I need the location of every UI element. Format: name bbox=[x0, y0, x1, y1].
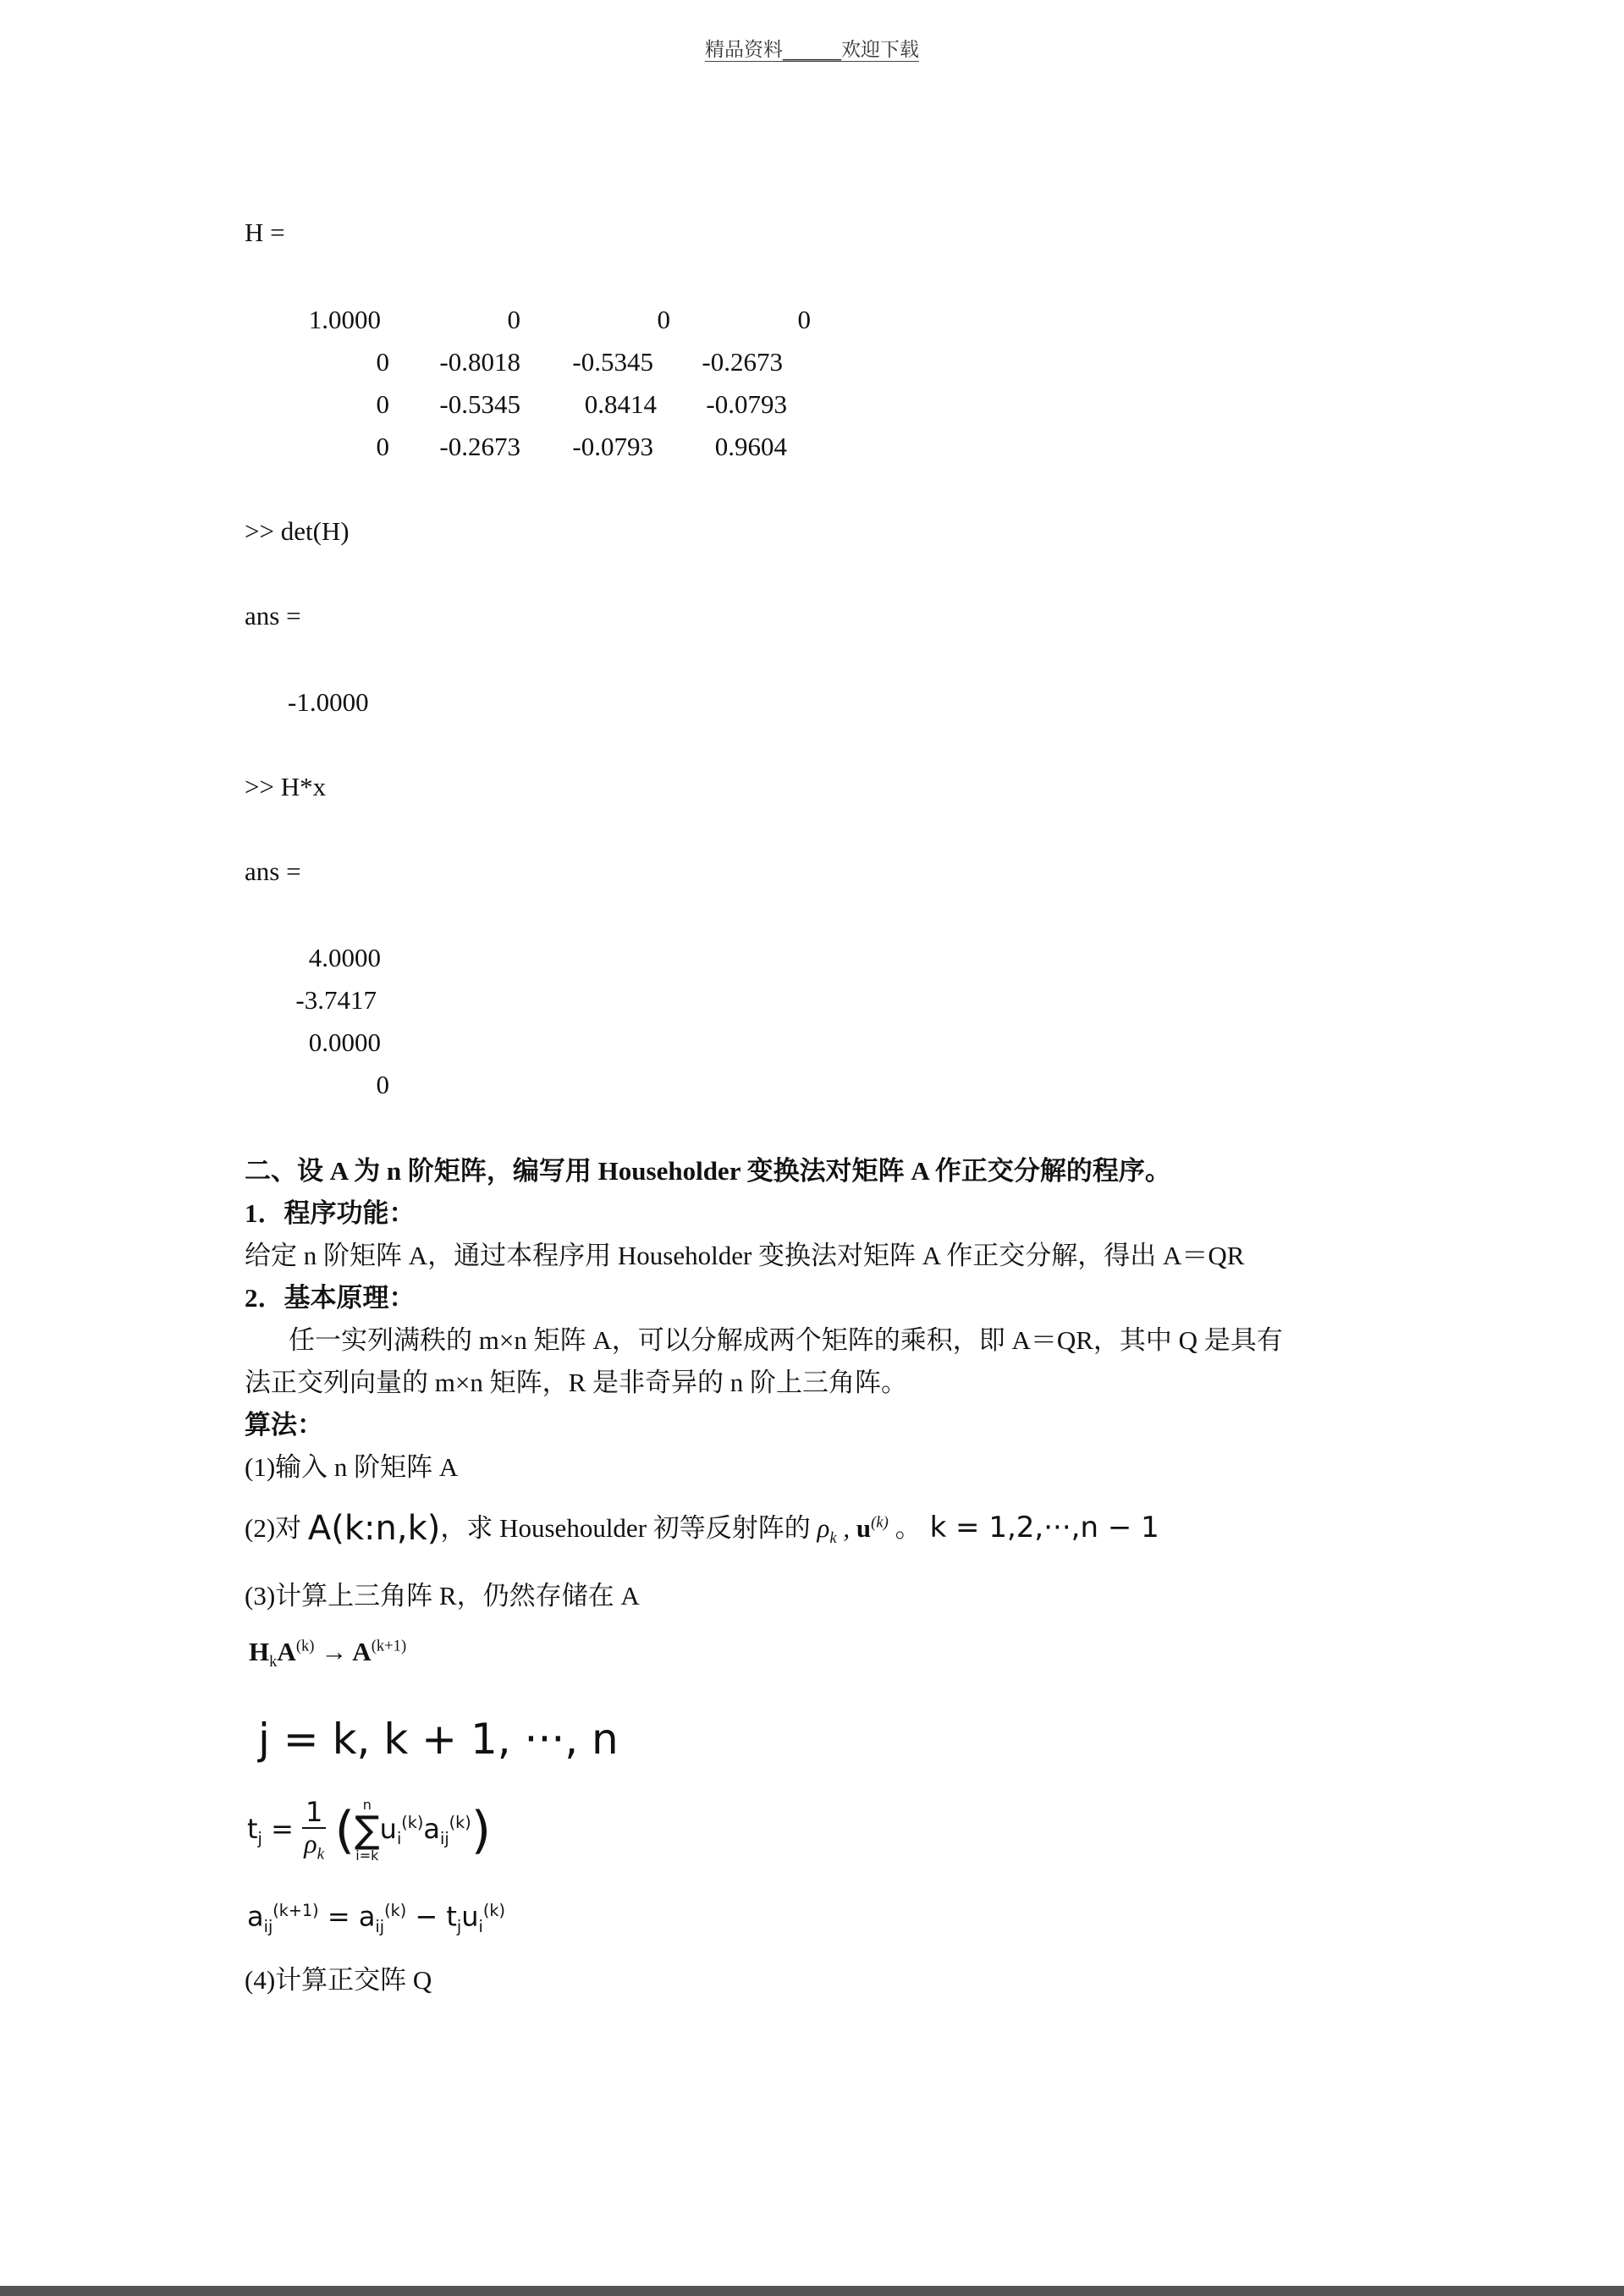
item1-text: 给定 n 阶矩阵 A，通过本程序用 Householder 变换法对矩阵 A 作正交分解，得出 A＝QR bbox=[245, 1241, 1245, 1270]
item1-title: 1．程序功能： bbox=[245, 1198, 416, 1228]
formula-j-range: j = k, k + 1, ···, n bbox=[258, 1715, 619, 1764]
page-bottom-bar bbox=[0, 2286, 1624, 2296]
matrix-cell: 0 bbox=[657, 305, 670, 334]
matrix-cell: -0.5345 bbox=[439, 389, 520, 419]
matrix-cell: -0.8018 bbox=[439, 347, 520, 377]
vector-cell: 0 bbox=[376, 1070, 389, 1099]
matrix-cell: 0.9604 bbox=[714, 432, 787, 461]
algorithm-step-2 bbox=[245, 1511, 1159, 1547]
step2-prefix: (2)对 bbox=[245, 1513, 308, 1543]
command-det: >> det(H) bbox=[245, 516, 350, 546]
algorithm-title: 算法： bbox=[245, 1410, 323, 1440]
fraction-numerator: 1 bbox=[302, 1798, 326, 1829]
command-hx: >> H*x bbox=[245, 772, 327, 801]
item2-text-line2: 法正交列向量的 m×n 矩阵，R 是非奇异的 n 阶上三角阵。 bbox=[245, 1368, 908, 1397]
algorithm-step-3: (3)计算上三角阵 R，仍然存储在 A bbox=[245, 1581, 640, 1611]
formula-k-range: k = 1,2,···,n − 1 bbox=[929, 1511, 1159, 1544]
matrix-cell: 0.8414 bbox=[584, 389, 657, 419]
header-left-text: 精品资料 bbox=[705, 39, 783, 61]
item2-title: 2．基本原理： bbox=[245, 1283, 416, 1313]
ans-value: -1.0000 bbox=[288, 687, 369, 717]
matrix-cell: 0 bbox=[376, 347, 389, 377]
matrix-cell: 0 bbox=[797, 305, 811, 334]
vector-cell: 0.0000 bbox=[308, 1027, 381, 1057]
matrix-cell: -0.5345 bbox=[572, 347, 653, 377]
vector-cell: -3.7417 bbox=[295, 985, 377, 1015]
algorithm-step-4: (4)计算正交阵 Q bbox=[245, 1965, 432, 1995]
paren-open: ( bbox=[334, 1800, 355, 1860]
fraction-denominator: $\rho_k$ bbox=[304, 1828, 325, 1864]
formula-fraction bbox=[302, 1798, 326, 1864]
vector-cell: 4.0000 bbox=[308, 943, 381, 972]
step2-mid: ，求 Househoulder 初等反射阵的 bbox=[440, 1513, 818, 1543]
header-separator: ______ bbox=[783, 39, 841, 61]
sum-symbol: n ∑ i=k bbox=[355, 1796, 380, 1864]
formula-aij-update: $a_{ij}^{(k+1)} = a_{ij}^{(k)} - t_ju_i^{(k)}$ bbox=[247, 1900, 505, 1937]
formula-submatrix: A(k:n,k) bbox=[307, 1509, 441, 1548]
page-header bbox=[0, 41, 1624, 62]
matrix-cell: 0 bbox=[376, 432, 389, 461]
matrix-cell: -0.2673 bbox=[702, 347, 783, 377]
formula-rho-u: $\rho_k$ , $u^{(k)}$ bbox=[817, 1513, 889, 1548]
matrix-cell: 0 bbox=[376, 389, 389, 419]
item2-text-line1: 任一实列满秩的 m×n 矩阵 A，可以分解成两个矩阵的乘积，即 A＝QR，其中 Q 是具有 bbox=[289, 1325, 1283, 1355]
formula-tj: $t_j$ = $\frac{1}{\rho_k}$ ( n ∑ i=k $u_i^{(k)}a_{ij}^{(k)}$) bbox=[247, 1796, 492, 1864]
matrix-cell: 1.0000 bbox=[308, 305, 381, 334]
formula-hk-transform: $H_kA^{(k)} \to A^{(k+1)}$ bbox=[249, 1637, 407, 1671]
section-heading: 二、设 A 为 n 阶矩阵，编写用 Householder 变换法对矩阵 A 作正交分解的程序。 bbox=[245, 1156, 1171, 1186]
matrix-cell: -0.0793 bbox=[572, 432, 653, 461]
ans-label: ans = bbox=[245, 601, 301, 630]
matrix-cell: 0 bbox=[507, 305, 520, 334]
ans-label: ans = bbox=[245, 856, 301, 886]
header-right-text: 欢迎下载 bbox=[841, 39, 919, 61]
matrix-h-label: H = bbox=[245, 217, 285, 247]
matrix-cell: -0.2673 bbox=[439, 432, 520, 461]
algorithm-step-1: (1)输入 n 阶矩阵 A bbox=[245, 1452, 459, 1482]
paren-close: ) bbox=[471, 1800, 492, 1860]
matrix-cell: -0.0793 bbox=[706, 389, 787, 419]
step2-sep: 。 bbox=[888, 1513, 922, 1543]
